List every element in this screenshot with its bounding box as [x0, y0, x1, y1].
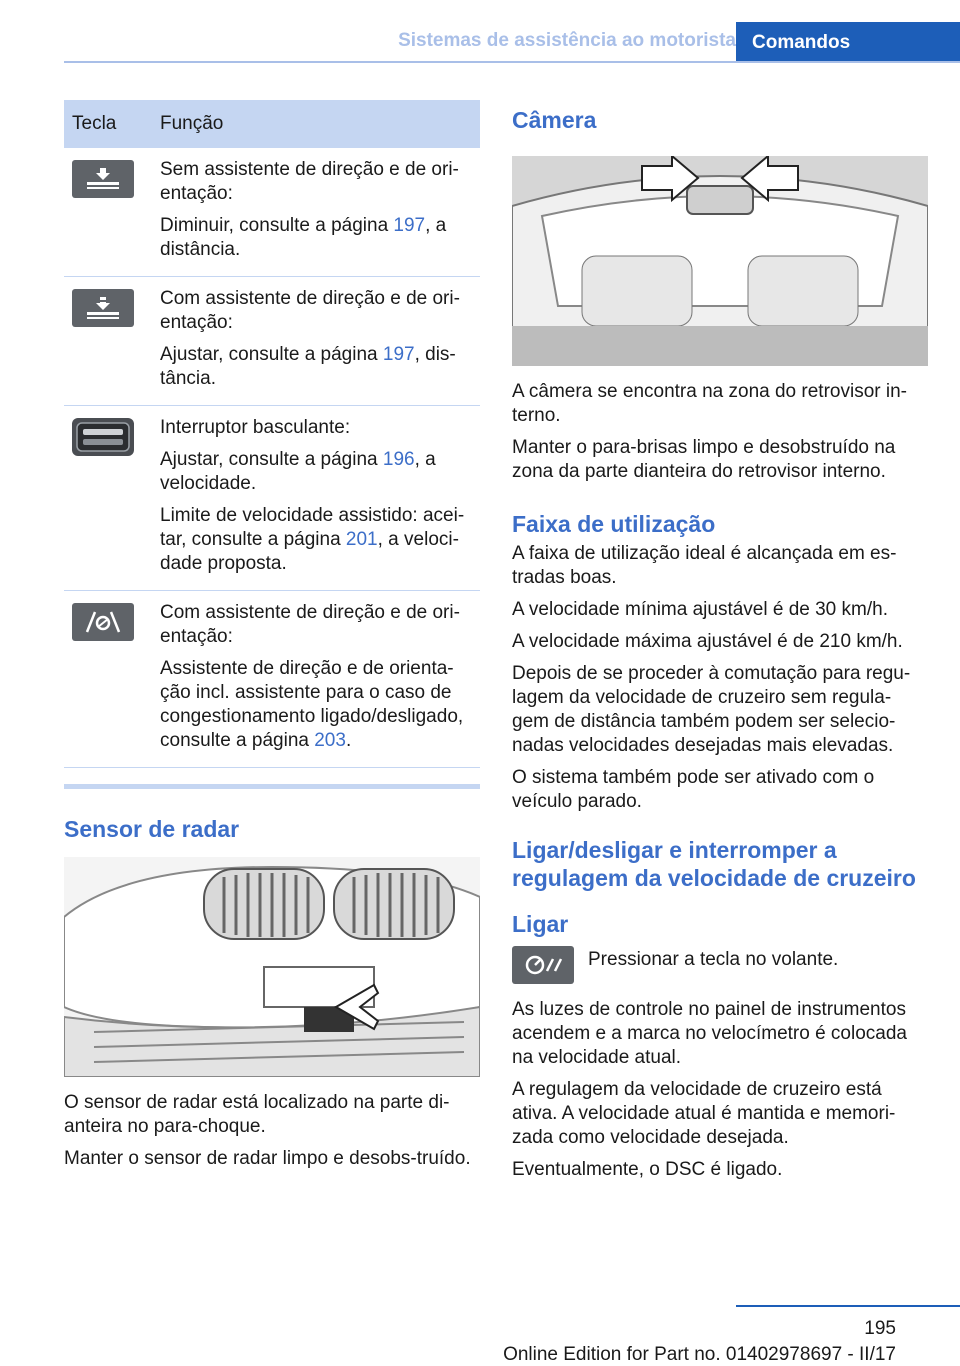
- switching-text-1: As luzes de controle no painel de instrumentos acendem e a marca no velocímetro é colocada na velocidade atual.: [512, 999, 907, 1068]
- header-rule: [64, 61, 960, 63]
- table-row: Com assistente de direção e de ori-entação: Ajustar, consulte a página 197, dis-tância.: [64, 277, 480, 406]
- switching-text-2: A regulagem da velocidade de cruzeiro está ativa. A velocidade atual é mantida e memori-zada como velocidade desejada.: [512, 1079, 896, 1148]
- switching-text-3: Eventualmente, o DSC é ligado.: [512, 1159, 783, 1180]
- row-text: Com assistente de direção e de ori-entação:: [160, 602, 460, 647]
- range-text-1: A faixa de utilização ideal é alcançada em es-tradas boas.: [512, 543, 897, 588]
- footer-rule: [736, 1305, 960, 1307]
- left-column: [64, 100, 480, 1179]
- radar-text-1: O sensor de radar está localizado na parte di-anteira no para-choque.: [64, 1092, 450, 1137]
- row-text: Interruptor basculante:: [160, 417, 351, 438]
- page-header: [0, 0, 960, 62]
- steering-assistant-icon: [72, 603, 134, 641]
- range-text-5: O sistema também pode ser ativado com o veículo parado.: [512, 767, 875, 812]
- page-link-203[interactable]: 203: [314, 730, 346, 751]
- range-text-3: A velocidade máxima ajustável é de 210 km/h.: [512, 631, 903, 652]
- page-link-197[interactable]: 197: [393, 215, 426, 236]
- page-number: 195: [864, 1318, 896, 1339]
- radar-sensor-illustration: [64, 857, 480, 1077]
- table-row: Sem assistente de direção e de ori-entação: Diminuir, consulte a página 197, a distância.: [64, 148, 480, 277]
- row-text: Com assistente de direção e de ori-entação:: [160, 288, 460, 333]
- page-link-201[interactable]: 201: [345, 529, 378, 550]
- table-row: Interruptor basculante: Ajustar, consulte a página 196, a velocidade. Limite de velocidade assistido: acei-tar, consulte a página 201, a veloci-dade proposta.: [64, 406, 480, 591]
- page-link-197[interactable]: 197: [382, 344, 415, 365]
- camera-text-2: Manter o para-brisas limpo e desobstruído na zona da parte dianteira do retrovisor interno.: [512, 437, 896, 482]
- distance-decrease-icon: [72, 160, 134, 198]
- cruise-control-key-icon: [512, 946, 574, 984]
- camera-heading: Câmera: [512, 107, 597, 133]
- distance-adjust-icon: [72, 289, 134, 327]
- section-title: Sistemas de assistência ao motorista: [398, 30, 736, 51]
- radar-heading: Sensor de radar: [64, 816, 240, 842]
- rocker-switch-icon: [72, 418, 134, 456]
- right-column: [512, 100, 928, 1190]
- radar-text-2: Manter o sensor de radar limpo e desobs-truído.: [64, 1148, 471, 1169]
- press-key-text: Pressionar a tecla no volante.: [588, 949, 839, 970]
- range-text-4: Depois de se proceder à comutação para regu-lagem da velocidade de cruzeiro sem regula-gem de distância também podem ser selecio-nadas velocidades desejadas mais elevadas.: [512, 663, 911, 756]
- col-header-key: Tecla: [64, 100, 152, 148]
- camera-text-1: A câmera se encontra na zona do retrovisor in-terno.: [512, 381, 907, 426]
- col-header-function: Função: [152, 100, 480, 148]
- row-text: Sem assistente de direção e de ori-entação:: [160, 159, 459, 204]
- switching-heading: Ligar/desligar e interromper a regulagem da velocidade de cruzeiro: [512, 837, 916, 891]
- table-row: Com assistente de direção e de ori-entação: Assistente de direção e de orienta-ção incl. assistente para o caso de congestionamento ligado/desligado, consulte a página 203.: [64, 591, 480, 768]
- range-text-2: A velocidade mínima ajustável é de 30 km/h.: [512, 599, 888, 620]
- edition-text: Online Edition for Part no. 01402978697 - II/17: [503, 1344, 896, 1365]
- range-heading: Faixa de utilização: [512, 511, 716, 537]
- switch-on-subheading: Ligar: [512, 911, 569, 937]
- press-key-block: [512, 946, 928, 984]
- chapter-tab[interactable]: Comandos: [736, 22, 960, 62]
- camera-illustration: [512, 156, 928, 366]
- key-function-table: [64, 100, 480, 768]
- page-link-196[interactable]: 196: [382, 449, 415, 470]
- table-header-row: [64, 100, 480, 148]
